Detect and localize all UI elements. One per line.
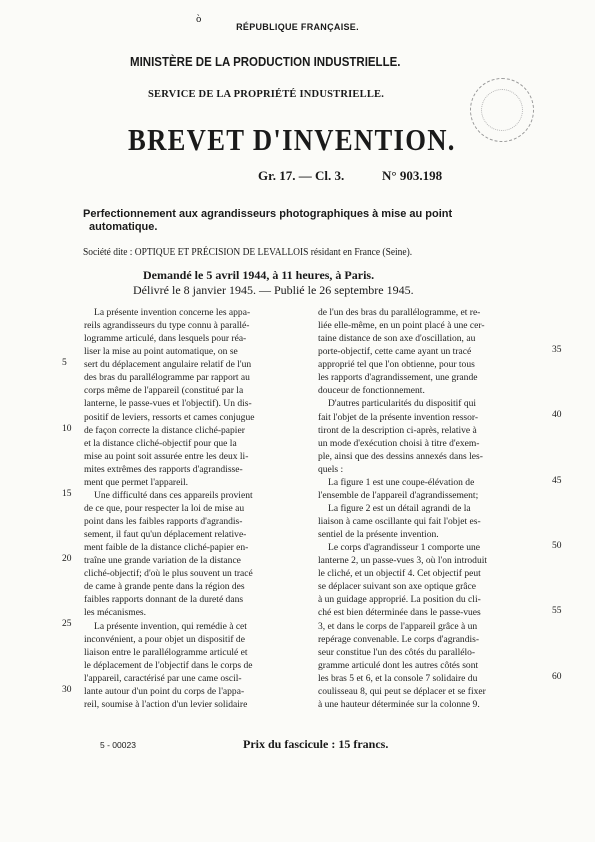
text-line: faibles rapports donnant de la dureté dans	[84, 594, 244, 606]
text-line: taine distance de son axe d'oscillation, au	[318, 333, 476, 345]
text-line: les mécanismes.	[84, 607, 147, 619]
subject-line: Perfectionnement aux agrandisseurs photographiques à mise au point	[83, 208, 453, 220]
line-number: 30	[62, 684, 72, 695]
line-number: 20	[62, 554, 72, 565]
grant-date: Délivré le 8 janvier 1945. — Publié le 26 septembre 1945.	[133, 283, 414, 297]
text-line: mites extrêmes des rapports d'agrandisse-	[84, 463, 243, 475]
ministere-heading: MINISTÈRE DE LA PRODUCTION INDUSTRIELLE.	[130, 55, 401, 69]
text-line: D'autres particularités du dispositif qui	[328, 398, 477, 410]
text-line: lante autour d'un point du corps de l'appa-	[84, 685, 245, 697]
text-line: à un guidage approprié. La position du cli-	[318, 594, 481, 606]
text-line: traîne une grande variation de la distance	[84, 555, 241, 567]
text-line: 3, et dans le corps de l'appareil grâce à un	[318, 620, 478, 632]
patent-number: N° 903.198	[382, 168, 443, 183]
classification: Gr. 17. — Cl. 3.	[258, 168, 345, 183]
text-line: logramme articulé, dans lesquels pour réa-	[84, 333, 247, 345]
text-line: repérage convenable. Le corps d'agrandis-	[318, 633, 480, 645]
text-line: Le corps d'agrandisseur 1 comporte une	[328, 542, 481, 554]
text-line: reil, soumise à l'action d'un levier solidaire	[84, 698, 248, 710]
line-number: 10	[62, 423, 72, 434]
text-line: le cliché, et un objectif 4. Cet objectif peut	[318, 568, 481, 580]
official-stamp	[470, 78, 534, 142]
text-line: mise au point soit assurée entre les deux li-	[84, 450, 249, 462]
service-heading: SERVICE DE LA PROPRIÉTÉ INDUSTRIELLE.	[148, 89, 385, 100]
text-line: lanterne 2, un passe-vues 3, où l'on introduit	[318, 555, 488, 567]
text-line: point dans les faibles rapports d'agrandis-	[84, 516, 243, 527]
text-line: inconvénient, a pour objet un dispositif de	[84, 633, 245, 645]
document-title: BREVET D'INVENTION.	[128, 122, 456, 157]
text-line: de façon correcte la distance cliché-papier	[84, 424, 245, 436]
text-line: porte-objectif, cette came ayant un tracé	[318, 346, 472, 358]
text-line: liaison à came oscillante qui fait l'objet es-	[318, 516, 481, 527]
text-line: se déplacer suivant son axe optique grâce	[318, 581, 476, 593]
patent-subject	[83, 208, 452, 234]
line-number: 15	[62, 488, 72, 499]
text-line: l'ensemble de l'appareil d'agrandissement;	[318, 489, 479, 501]
line-number: 45	[552, 475, 562, 486]
footer-price: Prix du fascicule : 15 francs.	[243, 737, 389, 751]
text-line: le déplacement de l'objectif dans le corps de	[84, 659, 253, 671]
filing-date: Demandé le 5 avril 1944, à 11 heures, à Paris.	[143, 268, 375, 282]
text-line: La figure 1 est une coupe-élévation de	[328, 476, 475, 488]
text-line: de came à grande pente dans la région des	[84, 581, 245, 593]
text-line: cliché-objectif; d'où le plus souvent un tracé	[84, 568, 253, 580]
line-number: 40	[552, 410, 562, 421]
text-line: La figure 2 est un détail agrandi de la	[328, 502, 471, 514]
text-line: gramme articulé dont les autres côtés sont	[318, 659, 479, 671]
text-line: des bras du parallélogramme par rapport au	[84, 372, 250, 384]
subject-line: automatique.	[89, 221, 158, 233]
left-column	[84, 306, 309, 711]
right-column	[318, 306, 543, 711]
line-number: 25	[62, 619, 72, 630]
text-line: l'appareil, caractérisé par une came oscil-	[84, 672, 242, 684]
text-line: fait l'objet de la présente invention ressor-	[318, 411, 479, 423]
text-line: sement, il faut qu'un déplacement relative-	[84, 529, 247, 541]
text-line: sert du déplacement angulaire relatif de l'un	[84, 359, 252, 371]
line-number: 55	[552, 606, 562, 617]
text-line: corps même de l'appareil (constitué par la	[84, 385, 244, 397]
text-line: ché est bien déterminée dans le passe-vues	[318, 607, 481, 619]
text-line: quels :	[318, 463, 344, 475]
text-line: un mode d'exécution choisi à titre d'exem-	[318, 437, 480, 449]
text-line: liée elle-même, en un point placé à une cer-	[318, 320, 485, 332]
text-line: reils agrandisseurs du type connu à parallé-	[84, 320, 250, 332]
text-line: seur constitue l'un des côtés du parallélo-	[318, 646, 476, 658]
text-line: lanterne, le passe-vues et l'objectif). Un dis-	[84, 398, 252, 410]
text-line: tiront de la description ci-après, relative à	[318, 424, 477, 436]
text-line: sentiel de la présente invention.	[318, 529, 439, 541]
text-line: ment faible de la distance cliché-papier en-	[84, 542, 249, 554]
line-number: 60	[552, 671, 562, 682]
text-line: approprié tel que l'on obtienne, pour tous	[318, 359, 475, 371]
line-number: 35	[552, 345, 562, 356]
top-mark: ò	[196, 15, 202, 25]
line-number: 5	[62, 358, 67, 369]
text-line: et la distance cliché-objectif pour que la	[84, 437, 237, 449]
text-line: La présente invention concerne les appa-	[94, 307, 251, 318]
footer-code: 5 - 00023	[100, 740, 136, 750]
text-line: à une hauteur déterminée sur la colonne 9.	[318, 698, 480, 710]
text-line: liser la mise au point automatique, on se	[84, 346, 238, 358]
republique-heading: RÉPUBLIQUE FRANÇAISE.	[236, 22, 359, 32]
text-line: liaison entre le parallélogramme articulé et	[84, 646, 248, 658]
text-line: positif de leviers, ressorts et cames conjugue	[84, 411, 255, 423]
text-line: les bras 5 et 6, et la console 7 solidaire du	[318, 672, 478, 684]
text-line: La présente invention, qui remédie à cet	[94, 620, 247, 632]
line-number: 50	[552, 541, 562, 552]
text-line: Une difficulté dans ces appareils provient	[94, 489, 253, 501]
text-line: coulisseau 8, qui peut se déplacer et se fixer	[318, 685, 486, 697]
text-line: douceur de fonctionnement.	[318, 385, 425, 397]
applicant: Société dite : OPTIQUE ET PRÉCISION DE LEVALLOIS résidant en France (Seine).	[83, 246, 413, 258]
text-line: les rapports d'agrandissement, une grande	[318, 372, 478, 384]
text-line: ment que permet l'appareil.	[84, 476, 189, 488]
text-line: de l'un des bras du parallélogramme, et re-	[318, 307, 481, 318]
text-line: ple, ainsi que des dessins annexés dans les-	[318, 450, 483, 462]
text-line: de ce que, pour respecter la loi de mise au	[84, 502, 245, 514]
